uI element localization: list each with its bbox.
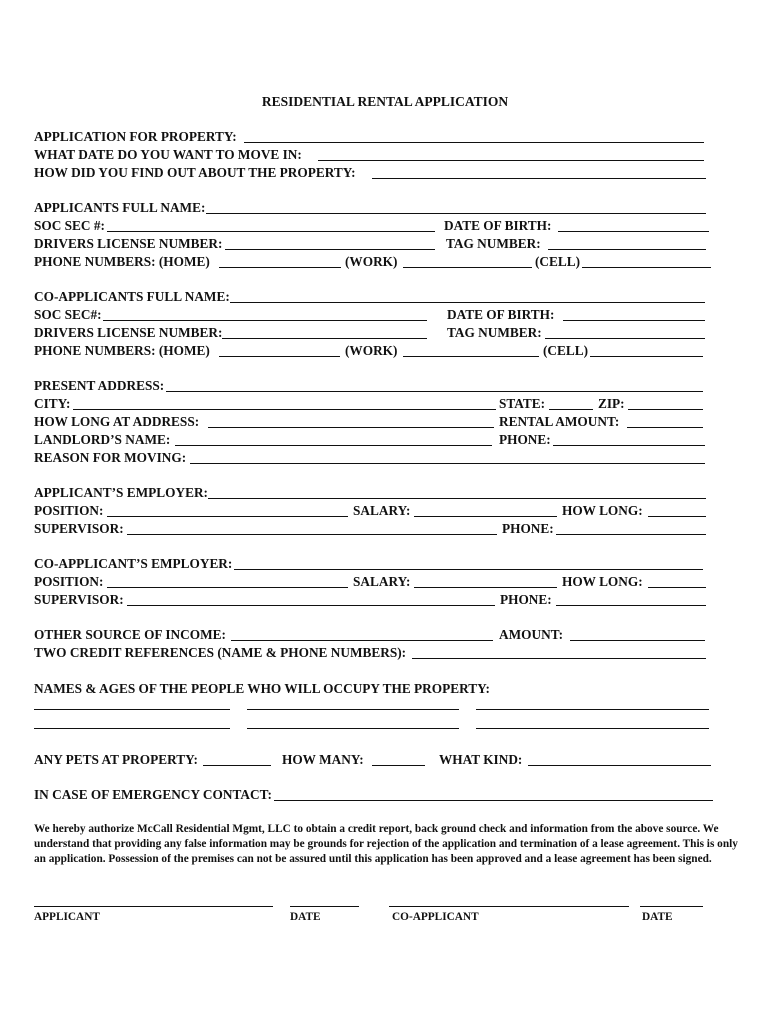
co-applicant-position-label: POSITION: [34, 574, 104, 589]
page-title: RESIDENTIAL RENTAL APPLICATION [261, 94, 509, 109]
applicant-date-label: DATE [290, 911, 321, 923]
applicant-signature-line[interactable] [34, 906, 273, 907]
applicant-phone-cell-field[interactable] [582, 267, 711, 268]
applicant-dob-label: DATE OF BIRTH: [444, 218, 552, 233]
co-applicant-employer-field[interactable] [234, 569, 703, 570]
co-applicant-position-field[interactable] [107, 587, 348, 588]
landlord-phone-field[interactable] [553, 445, 705, 446]
applicant-supervisor-field[interactable] [127, 534, 497, 535]
co-applicant-phone-home-field[interactable] [219, 356, 340, 357]
co-applicant-soc-sec-field[interactable] [103, 320, 427, 321]
what-kind-label: WHAT KIND: [439, 752, 523, 767]
applicant-phone-work-label: (WORK) [345, 254, 398, 269]
applicant-employer-field[interactable] [208, 498, 706, 499]
co-applicant-how-long-field[interactable] [648, 587, 706, 588]
applicant-signature-label: APPLICANT [34, 911, 100, 923]
co-applicant-full-name-label: CO-APPLICANTS FULL NAME: [34, 289, 230, 304]
other-income-field[interactable] [231, 640, 493, 641]
co-applicant-soc-sec-label: SOC SEC#: [34, 307, 102, 322]
occupant-field-1[interactable] [34, 709, 230, 710]
applicant-phone-home-field[interactable] [219, 267, 341, 268]
occupant-field-2[interactable] [247, 709, 459, 710]
applicant-salary-label: SALARY: [353, 503, 411, 518]
applicant-drivers-license-label: DRIVERS LICENSE NUMBER: [34, 236, 223, 251]
rental-amount-field[interactable] [627, 427, 703, 428]
landlord-phone-label: PHONE: [499, 432, 551, 447]
co-applicant-dob-field[interactable] [563, 320, 705, 321]
co-applicant-employer-phone-label: PHONE: [500, 592, 552, 607]
rental-amount-label: RENTAL AMOUNT: [499, 414, 620, 429]
how-found-field[interactable] [372, 178, 706, 179]
co-applicant-phone-work-field[interactable] [403, 356, 539, 357]
state-label: STATE: [499, 396, 546, 411]
applicant-drivers-license-field[interactable] [225, 249, 435, 250]
any-pets-label: ANY PETS AT PROPERTY: [34, 752, 198, 767]
co-applicant-drivers-license-label: DRIVERS LICENSE NUMBER: [34, 325, 223, 340]
occupant-field-5[interactable] [247, 728, 459, 729]
application-for-property-label: APPLICATION FOR PROPERTY: [34, 129, 237, 144]
co-applicant-dob-label: DATE OF BIRTH: [447, 307, 555, 322]
applicant-employer-phone-field[interactable] [556, 534, 706, 535]
emergency-contact-field[interactable] [274, 800, 713, 801]
applicant-dob-field[interactable] [558, 231, 709, 232]
present-address-field[interactable] [166, 391, 703, 392]
applicant-employer-label: APPLICANT’S EMPLOYER: [34, 485, 208, 500]
applicant-how-long-label: HOW LONG: [562, 503, 643, 518]
applicant-phone-work-field[interactable] [403, 267, 532, 268]
applicant-soc-sec-label: SOC SEC #: [34, 218, 105, 233]
how-many-pets-field[interactable] [372, 765, 425, 766]
applicant-soc-sec-field[interactable] [107, 231, 435, 232]
reason-for-moving-label: REASON FOR MOVING: [34, 450, 187, 465]
co-applicant-date-label: DATE [642, 911, 673, 923]
present-address-label: PRESENT ADDRESS: [34, 378, 165, 393]
applicant-position-field[interactable] [107, 516, 348, 517]
zip-label: ZIP: [598, 396, 625, 411]
co-applicant-signature-line[interactable] [389, 906, 629, 907]
occupant-field-6[interactable] [476, 728, 709, 729]
applicant-salary-field[interactable] [414, 516, 557, 517]
co-applicant-drivers-license-field[interactable] [222, 338, 427, 339]
applicant-employer-phone-label: PHONE: [502, 521, 554, 536]
occupant-field-3[interactable] [476, 709, 709, 710]
co-applicant-full-name-field[interactable] [230, 302, 705, 303]
income-amount-label: AMOUNT: [499, 627, 564, 642]
other-income-label: OTHER SOURCE OF INCOME: [34, 627, 226, 642]
co-applicant-date-line[interactable] [640, 906, 703, 907]
any-pets-field[interactable] [203, 765, 271, 766]
applicant-position-label: POSITION: [34, 503, 104, 518]
co-applicant-tag-number-label: TAG NUMBER: [447, 325, 542, 340]
emergency-contact-label: IN CASE OF EMERGENCY CONTACT: [34, 787, 272, 802]
income-amount-field[interactable] [570, 640, 705, 641]
applicant-tag-number-field[interactable] [548, 249, 706, 250]
city-label: CITY: [34, 396, 71, 411]
co-applicant-salary-label: SALARY: [353, 574, 411, 589]
how-long-at-address-field[interactable] [208, 427, 494, 428]
how-long-at-address-label: HOW LONG AT ADDRESS: [34, 414, 200, 429]
applicant-full-name-label: APPLICANTS FULL NAME: [34, 200, 206, 215]
move-in-date-field[interactable] [318, 160, 704, 161]
co-applicant-employer-phone-field[interactable] [556, 605, 706, 606]
credit-references-label: TWO CREDIT REFERENCES (NAME & PHONE NUMBERS): [34, 645, 407, 660]
co-applicant-tag-number-field[interactable] [545, 338, 705, 339]
authorization-text: We hereby authorize McCall Residential Mgmt, LLC to obtain a credit report, back ground check and information from the above source. We understand that providing any false information may be grounds for rejection of the application and termination of a lease agreement. This is only an application. Possession of the premises can not be assured until this application has been approved and a lease agreement has been signed. [34, 823, 738, 865]
applicant-supervisor-label: SUPERVISOR: [34, 521, 124, 536]
applicant-tag-number-label: TAG NUMBER: [446, 236, 541, 251]
co-applicant-phone-cell-label: (CELL) [543, 343, 589, 358]
landlord-name-field[interactable] [175, 445, 492, 446]
how-found-label: HOW DID YOU FIND OUT ABOUT THE PROPERTY: [34, 165, 356, 180]
co-applicant-how-long-label: HOW LONG: [562, 574, 643, 589]
what-kind-field[interactable] [528, 765, 711, 766]
applicant-full-name-field[interactable] [206, 213, 706, 214]
applicant-phone-home-label: PHONE NUMBERS: (HOME) [34, 254, 210, 269]
applicant-date-line[interactable] [290, 906, 359, 907]
co-applicant-phone-cell-field[interactable] [590, 356, 703, 357]
co-applicant-supervisor-label: SUPERVISOR: [34, 592, 124, 607]
state-field[interactable] [549, 409, 593, 410]
reason-for-moving-field[interactable] [190, 463, 705, 464]
co-applicant-phone-home-label: PHONE NUMBERS: (HOME) [34, 343, 210, 358]
applicant-how-long-field[interactable] [648, 516, 706, 517]
application-for-property-field[interactable] [244, 142, 704, 143]
city-field[interactable] [73, 409, 496, 410]
how-many-pets-label: HOW MANY: [282, 752, 364, 767]
landlord-name-label: LANDLORD’S NAME: [34, 432, 171, 447]
move-in-date-label: WHAT DATE DO YOU WANT TO MOVE IN: [34, 147, 302, 162]
applicant-phone-cell-label: (CELL) [535, 254, 581, 269]
occupant-field-4[interactable] [34, 728, 230, 729]
co-applicant-salary-field[interactable] [414, 587, 557, 588]
co-applicant-employer-label: CO-APPLICANT’S EMPLOYER: [34, 556, 233, 571]
credit-references-field[interactable] [412, 658, 706, 659]
co-applicant-supervisor-field[interactable] [127, 605, 495, 606]
co-applicant-signature-label: CO-APPLICANT [392, 911, 479, 923]
occupants-label: NAMES & AGES OF THE PEOPLE WHO WILL OCCUPY THE PROPERTY: [34, 681, 490, 696]
co-applicant-phone-work-label: (WORK) [345, 343, 398, 358]
zip-field[interactable] [628, 409, 703, 410]
